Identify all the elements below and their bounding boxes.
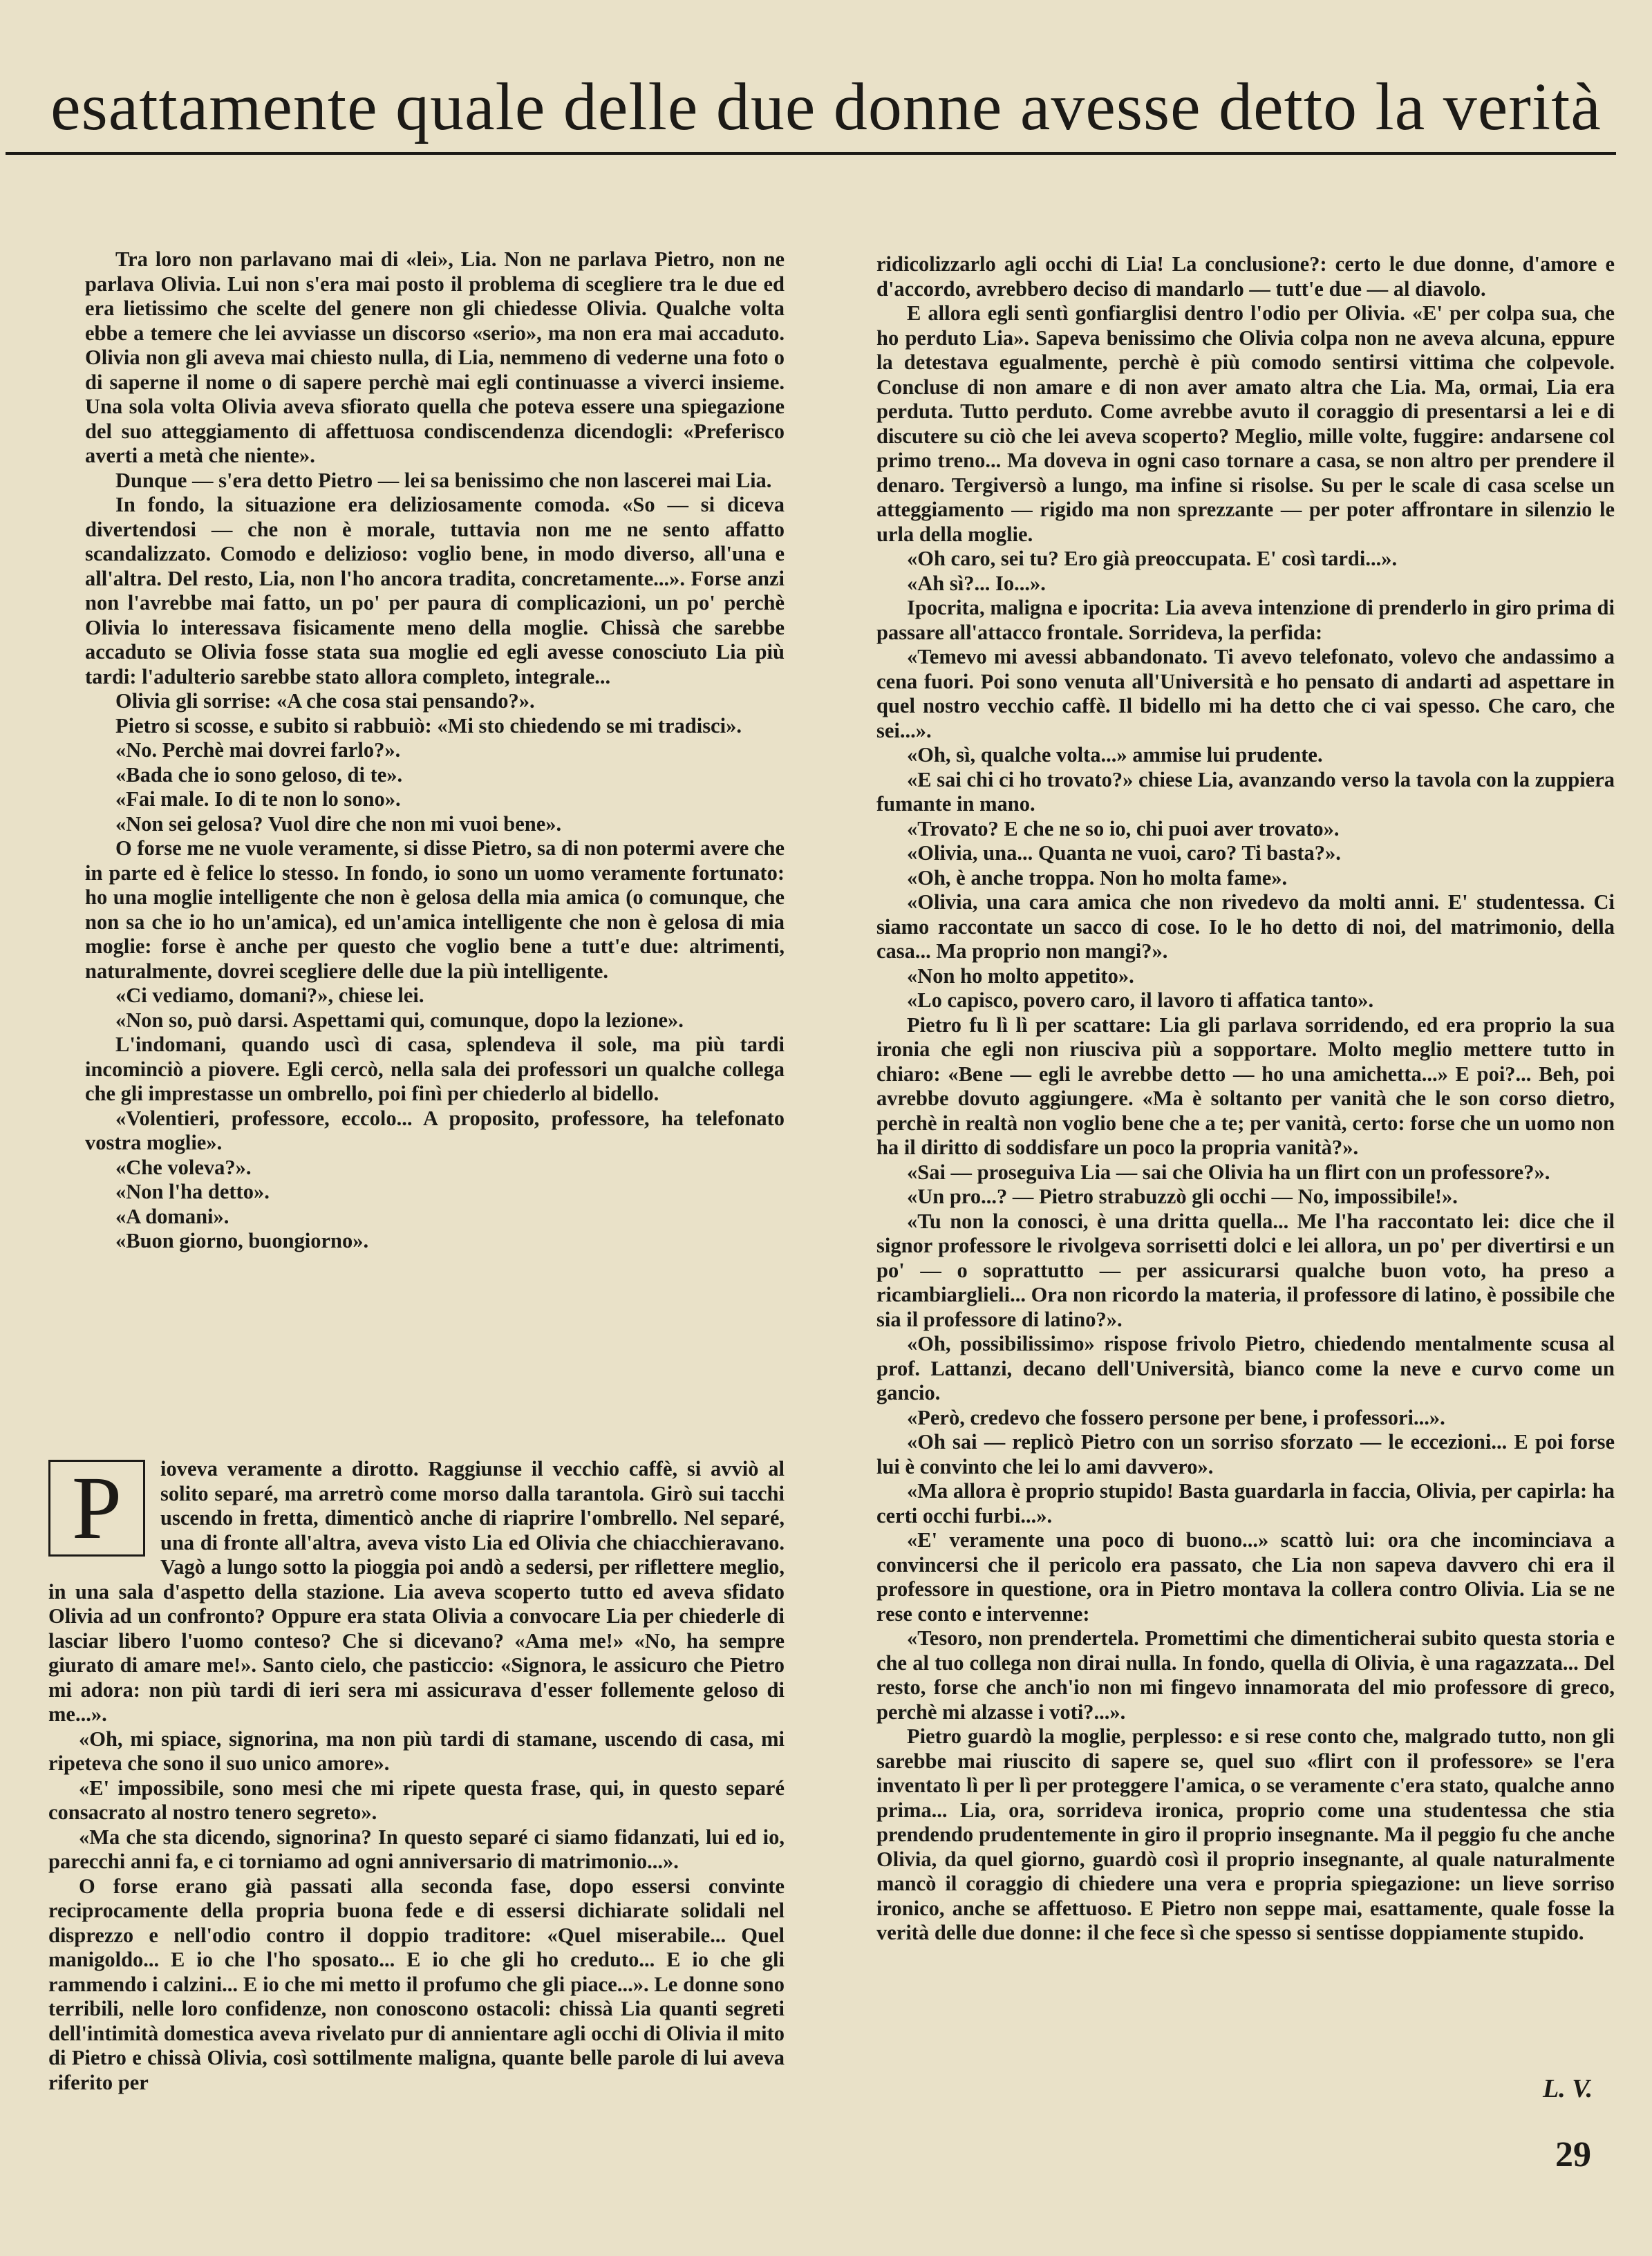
paragraph: «Ci vediamo, domani?», chiese lei. xyxy=(115,984,424,1007)
paragraph: «Buon giorno, buongiorno». xyxy=(115,1229,369,1252)
drop-cap: P xyxy=(48,1460,145,1557)
paragraph: «Non so, può darsi. Aspettami qui, comunque, dopo la lezione». xyxy=(115,1008,684,1032)
paragraph: ridicolizzarlo agli occhi di Lia! La conclusione?: certo le due donne, d'amore e d'accordo, avrebbero deciso di mandarlo — tutt'e due — al diavolo. xyxy=(876,252,1615,301)
header-rule xyxy=(6,152,1616,155)
paragraph: «Trovato? E che ne so io, chi puoi aver trovato». xyxy=(907,816,1340,840)
page-number: 29 xyxy=(1555,2135,1591,2174)
paragraph: «Ma che sta dicendo, signorina? In questo separé ci siamo fidanzati, lui ed io, parecchi anni fa, e ci torniamo ad ogni anniversario di matrimonio...». xyxy=(48,1825,785,1873)
paragraph: «Volentieri, professore, eccolo... A proposito, professore, ha telefonato vostra moglie». xyxy=(85,1106,785,1154)
paragraph: «Però, credevo che fossero persone per bene, i professori...». xyxy=(907,1405,1445,1429)
paragraph: «A domani». xyxy=(115,1204,229,1228)
paragraph: «Temevo mi avessi abbandonato. Ti avevo telefonato, volevo che andassimo a cena fuori. Poi sono venuta all'Università e ho pensato di andarti ad aspettare in quel nostro vecchio caffè. Il bidello mi ha detto che ci vai spesso. Che caro, che sei...». xyxy=(876,645,1615,742)
paragraph: E allora egli sentì gonfiarglisi dentro l'odio per Olivia. «E' per colpa sua, che ho perduto Lia». Sapeva benissimo che Olivia colpa non ne aveva alcuna, eppure la detestava egualmente, perchè è più comodo sentirsi vittima che colpevole. Concluse di non amare e di non aver amato altra che Lia. Ma, ormai, Lia era perduta. Tutto perduto. Come avrebbe avuto il coraggio di presentarsi a lei e di discutere su ciò che lei aveva scoperto? Meglio, mille volte, fuggire: andarsene col primo treno... Ma doveva in ogni caso tornare a casa, se non altro per prendere il denaro. Tergiversò a lungo, ma infine si risolse. Su per le scale di casa scelse un atteggiamento — rigido ma non sprezzante — per poter affrontare in silenzio le urla della moglie. xyxy=(876,301,1615,546)
paragraph: L'indomani, quando uscì di casa, splendeva il sole, ma più tardi incominciò a piovere. Egli cercò, nella sala dei professori un qualche collega che gli imprestasse un ombrello, poi finì per chiederlo al bidello. xyxy=(85,1033,785,1105)
paragraph: Dunque — s'era detto Pietro — lei sa benissimo che non lascerei mai Lia. xyxy=(115,468,772,492)
paragraph: «Fai male. Io di te non lo sono». xyxy=(115,787,401,811)
paragraph: «Non l'ha detto». xyxy=(115,1180,270,1203)
paragraph: «Ah sì?... Io...». xyxy=(907,571,1046,595)
paragraph: «Non sei gelosa? Vuol dire che non mi vuoi bene». xyxy=(115,811,562,836)
paragraph: «Bada che io sono geloso, di te». xyxy=(115,762,403,787)
paragraph: «Oh caro, sei tu? Ero già preoccupata. E' così tardi...». xyxy=(907,547,1398,570)
author-signature: L. V. xyxy=(1543,2074,1593,2103)
paragraph: «Oh, sì, qualche volta...» ammise lui prudente. xyxy=(907,743,1323,767)
column-left-top xyxy=(85,247,785,1254)
paragraph: Olivia gli sorrise: «A che cosa stai pensando?». xyxy=(115,689,535,713)
paragraph: Pietro guardò la moglie, perplesso: e si rese conto che, malgrado tutto, non gli sarebbe mai riuscito di sapere se, quel suo «flirt con il professore» se l'era inventato lì per lì per proteggere l'amica, o se veramente c'era stato, qualche anno prima... Lia, ora, sorrideva ironica, proprio come una studentessa che stia prendendo prudentemente in giro il proprio insegnante. Ma il peggio fu che anche Olivia, da quel giorno, guardò così il proprio insegnante, al quale naturalmente mancò il coraggio di chiedere una vera e propria spiegazione: un lieve sorriso ironico, anche se affettuoso. E Pietro non seppe mai, esattamente, quale fosse la verità delle due donne: il che fece sì che spesso si sentisse doppiamente stupido. xyxy=(876,1724,1615,1944)
paragraph-group xyxy=(48,1727,785,2096)
paragraph: «No. Perchè mai dovrei farlo?». xyxy=(115,738,401,762)
paragraph: In fondo, la situazione era deliziosamente comoda. «So — si diceva divertendosi — che non è morale, tuttavia non me ne sento affatto scandalizzato. Comodo e delizioso: voglio bene, in modo diverso, all'una e all'altra. Del resto, Lia, non l'ho ancora tradita, concretamente...». Forse anzi non l'avrebbe mai fatto, un po' per paura di complicazioni, un po' perchè Olivia lo interessava fisicamente meno della moglie. Chissà che sarebbe accaduto se Olivia fosse stata sua moglie ed egli avesse conosciuto Lia più tardi: l'adulterio sarebbe stato allora completo, integrale... xyxy=(85,493,785,688)
paragraph: «E sai chi ci ho trovato?» chiese Lia, avanzando verso la tavola con la zuppiera fumante in mano. xyxy=(876,767,1615,816)
paragraph: «Ma allora è proprio stupido! Basta guardarla in faccia, Olivia, per capirla: ha certi occhi furbi...». xyxy=(876,1479,1615,1528)
paragraph: «Oh, possibilissimo» rispose frivolo Pietro, chiedendo mentalmente scusa al prof. Lattanzi, decano dell'Università, bianco come la neve e curvo come un gancio. xyxy=(876,1332,1615,1404)
paragraph: Pietro si scosse, e subito si rabbuiò: «Mi sto chiedendo se mi tradisci». xyxy=(115,713,742,737)
paragraph: Tra loro non parlavano mai di «lei», Lia. Non ne parlava Pietro, non ne parlava Olivia. Lui non s'era mai posto il problema di scegliere tra le due ed era lietissimo che scelte del genere non gli chiedesse Olivia. Qualche volta ebbe a temere che lei avviasse un discorso «serio», ma non era mai accaduto. Olivia non gli aveva mai chiesto nulla, di Lia, nemmeno di vederne una foto o di saperne il nome o di sapere perchè mai egli continuasse a viverci insieme. Una sola volta Olivia aveva sfiorato quella che poteva essere una spiegazione del suo atteggiamento di affettuosa condiscendenza dicendogli: «Preferisco averti a metà che niente». xyxy=(85,247,785,467)
paragraph: ioveva veramente a dirotto. Raggiunse il vecchio caffè, si avviò al solito separé, ma arretrò come morso dalla tarantola. Girò sui tacchi uscendo in fretta, dimenticò anche di riaprire l'ombrello. Nel separé, una di fronte all'altra, aveva visto Lia ed Olivia che chiacchieravano. Vagò a lungo sotto la pioggia poi andò a sedersi, per riflettere meglio, in una sala d'aspetto della stazione. Lia aveva scoperto tutto ed aveva sfidato Olivia ad un confronto? Oppure era stata Olivia a convocare Lia per chiederle di lasciar libero l'uomo conteso? Che si dicevano? «Ama me!» «No, ha sempre giurato di amare me!». Santo cielo, che pasticcio: «Signora, le assicuro che Pietro mi adora: non più tardi di ieri sera mi assicurava d'esser follemente geloso di me...». xyxy=(48,1457,785,1726)
paragraph: «Sai — proseguiva Lia — sai che Olivia ha un flirt con un professore?». xyxy=(907,1160,1550,1184)
paragraph: «Oh, è anche troppa. Non ho molta fame». xyxy=(907,865,1288,890)
paragraph: «Oh, mi spiace, signorina, ma non più tardi di stamane, uscendo di casa, mi ripeteva che sono il suo unico amore». xyxy=(48,1727,785,1775)
paragraph: «E' impossibile, sono mesi che mi ripete questa frase, qui, in questo separé consacrato al nostro tenero segreto». xyxy=(48,1776,785,1824)
paragraph: «Che voleva?». xyxy=(115,1155,252,1179)
paragraph: «Olivia, una cara amica che non rivedevo da molti anni. E' studentessa. Ci siamo raccontate un sacco di cose. Io le ho detto di noi, del matrimonio, della casa... Ma proprio non mangi?». xyxy=(876,890,1615,963)
page-title: esattamente quale delle due donne avesse detto la verità xyxy=(50,70,1602,144)
paragraph: O forse me ne vuole veramente, si disse Pietro, sa di non potermi avere che in parte ed è felice lo stesso. In fondo, io sono un uomo veramente fortunato: ho una moglie intelligente che non è gelosa della mia amica (o comunque, che non sa che io ho un'amica), ed un'amica intelligente che non è gelosa di mia moglie: forse è anche per questo che voglio bene a tutt'e due: altrimenti, naturalmente, dovrei scegliere delle due la più intelligente. xyxy=(85,836,785,983)
column-left-bottom xyxy=(48,1457,785,2095)
paragraph: «E' veramente una poco di buono...» scattò lui: ora che incominciava a convincersi che il pericolo era passato, che Lia non sapeva davvero chi era il professore in questione, ora in Pietro montava la collera contro Olivia. Lia se ne rese conto e intervenne: xyxy=(876,1528,1615,1626)
column-right xyxy=(876,252,1615,1946)
paragraph: «Tesoro, non prendertela. Promettimi che dimenticherai subito questa storia e che al tuo collega non dirai nulla. In fondo, quella di Olivia, è una ragazzata... Del resto, forse che anch'io non mi fingevo innamorata del mio professore di greco, perchè mi alzasse i voti?...». xyxy=(876,1626,1615,1724)
paragraph: «Tu non la conosci, è una dritta quella... Me l'ha raccontato lei: dice che il signor professore le rivolgeva sorrisetti dolci e lei allora, un po' per divertirsi e un po' — o soprattutto — per assicurarsi qualche buon voto, ha preso a ricambiarglieli... Ora non ricordo la materia, il professore di latino, è possibile che sia il professore di latino?». xyxy=(876,1209,1615,1331)
paragraph: «Non ho molto appetito». xyxy=(907,964,1134,988)
paragraph: Pietro fu lì lì per scattare: Lia gli parlava sorridendo, ed era proprio la sua ironia che egli non riusciva più a sopportare. Molto meglio mettere tutto in chiaro: «Bene — egli le avrebbe detto — ho una amichetta...» E poi?... Beh, poi avrebbe dovuto aggiungere. «Ma è soltanto per vanità che le son corso dietro, perchè in realtà non voglio bene che a te; per vanità, certo: forse che un uomo non ha il diritto di soddisfare un poco la propria vanità?». xyxy=(876,1013,1615,1159)
paragraph: «Un pro...? — Pietro strabuzzò gli occhi — No, impossibile!». xyxy=(907,1185,1458,1208)
paragraph: Ipocrita, maligna e ipocrita: Lia aveva intenzione di prenderlo in giro prima di passare all'attacco frontale. Sorrideva, la perfida: xyxy=(876,596,1615,644)
paragraph: O forse erano già passati alla seconda fase, dopo essersi convinte reciprocamente della propria buona fede e di essersi dichiarate solidali nel disprezzo e nell'odio contro il doppio traditore: «Quel miserabile... Quel manigoldo... E io che l'ho sposato... E io che gli ho creduto... E io che gli rammendo i calzini... E io che mi metto il profumo che gli piace...». Le donne sono terribili, nelle loro confidenze, non conoscono ostacoli: chissà Lia quanti segreti dell'intimità domestica aveva rivelato pur di annientare agli occhi di Olivia il mito di Pietro e chissà Olivia, così sottilmente maligna, quante belle parole di lui aveva riferito per xyxy=(48,1874,785,2094)
paragraph: «Oh sai — replicò Pietro con un sorriso sforzato — le eccezioni... E poi forse lui è convinto che lei lo ami davvero». xyxy=(876,1430,1615,1478)
paragraph: «Olivia, una... Quanta ne vuoi, caro? Ti basta?». xyxy=(907,841,1341,865)
paragraph: «Lo capisco, povero caro, il lavoro ti affatica tanto». xyxy=(907,988,1374,1012)
